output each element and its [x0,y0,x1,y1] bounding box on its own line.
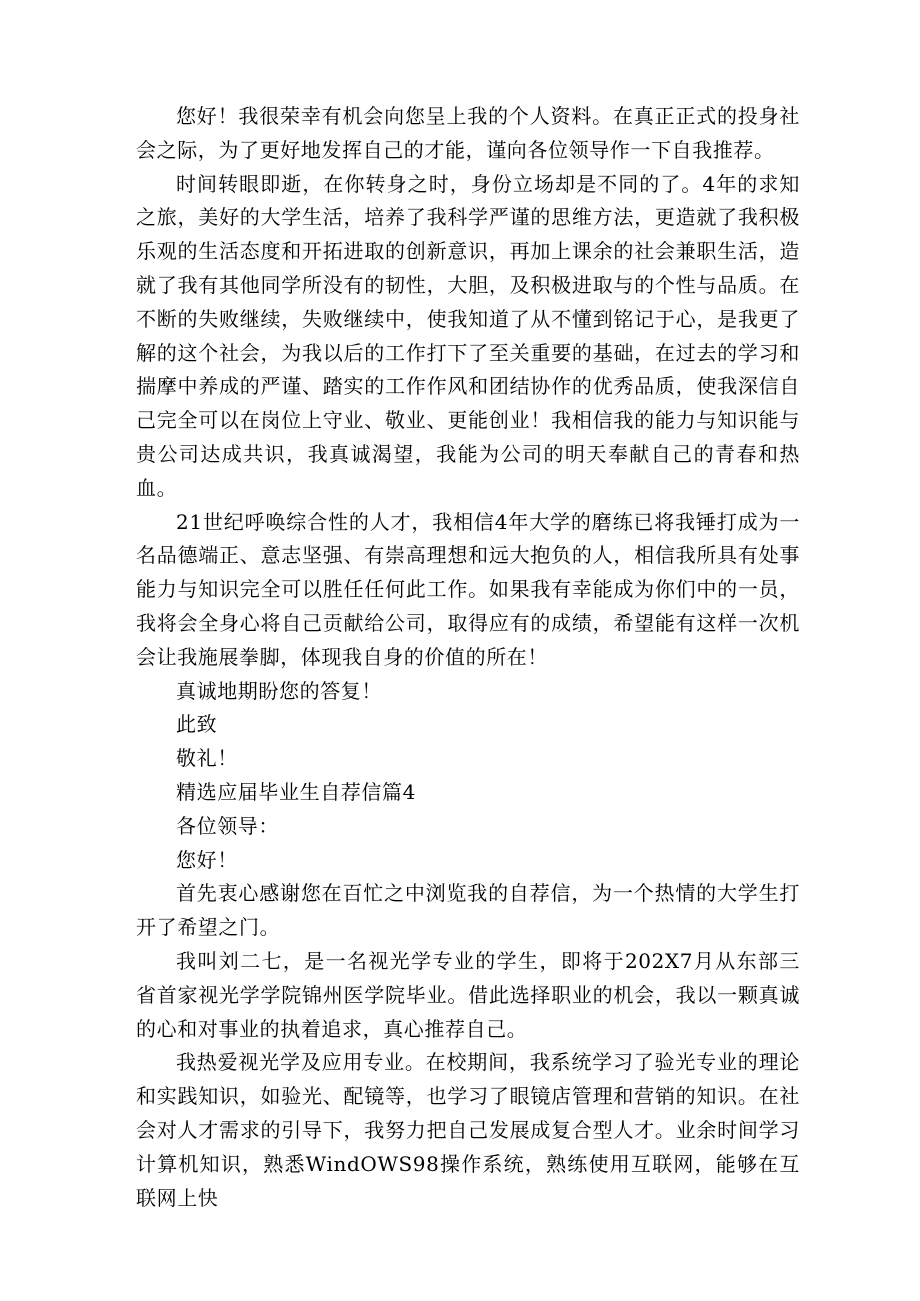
paragraph-2: 时间转眼即逝，在你转身之时，身份立场却是不同的了。4年的求知之旅，美好的大学生活，培养了我科学严谨的思维方法，更造就了我积极乐观的生活态度和开拓进取的创新意识，再加上课余的社会兼职生活，造就了我有其他同学所没有的韧性，大胆，及积极进取与的个性与品质。在不断的失败继续，失败继续中，使我知道了从不懂到铭记于心，是我更了解的这个社会，为我以后的工作打下了至关重要的基础，在过去的学习和揣摩中养成的严谨、踏实的工作作风和团结协作的优秀品质，使我深信自己完全可以在岗位上守业、敬业、更能创业！我相信我的能力与知识能与贵公司达成共识，我真诚渴望，我能为公司的明天奉献自己的青春和热血。 [136,171,800,500]
letter-body [136,100,800,1215]
closing-zhi: 此致 [176,712,218,737]
paragraph-1: 您好！我很荣幸有机会向您呈上我的个人资料。在真正正式的投身社会之际，为了更好地发挥自己的才能，谨向各位领导作一下自我推荐。 [136,104,800,162]
closing-jingli: 敬礼！ [176,746,238,771]
salutation: 各位领导： [176,813,279,838]
paragraph-5: 我叫刘二七，是一名视光学专业的学生，即将于202X7月从东部三省首家视光学学院锦州医学院毕业。借此选择职业的机会，我以一颗真诚的心和对事业的执着追求，真心推荐自己。 [136,948,800,1041]
greeting: 您好！ [176,847,238,872]
section-title: 精选应届毕业生自荐信篇4 [176,779,416,804]
paragraph-3: 21世纪呼唤综合性的人才，我相信4年大学的磨练已将我锤打成为一名品德端正、意志坚强、有崇高理想和远大抱负的人，相信我所具有处事能力与知识完全可以胜任任何此工作。如果我有幸能成为你们中的一员，我将会全身心将自己贡献给公司，取得应有的成绩，希望能有这样一次机会让我施展拳脚，体现我自身的价值的所在！ [136,509,800,669]
paragraph-6: 我热爱视光学及应用专业。在校期间，我系统学习了验光专业的理论和实践知识，如验光、配镜等，也学习了眼镜店管理和营销的知识。在社会对人才需求的引导下，我努力把自己发展成复合型人才。业余时间学习计算机知识，熟悉WindOWS98操作系统，熟练使用互联网，能够在互联网上快 [136,1050,800,1210]
closing-look-forward: 真诚地期盼您的答复！ [176,678,382,703]
paragraph-4: 首先衷心感谢您在百忙之中浏览我的自荐信，为一个热情的大学生打开了希望之门。 [136,881,800,940]
